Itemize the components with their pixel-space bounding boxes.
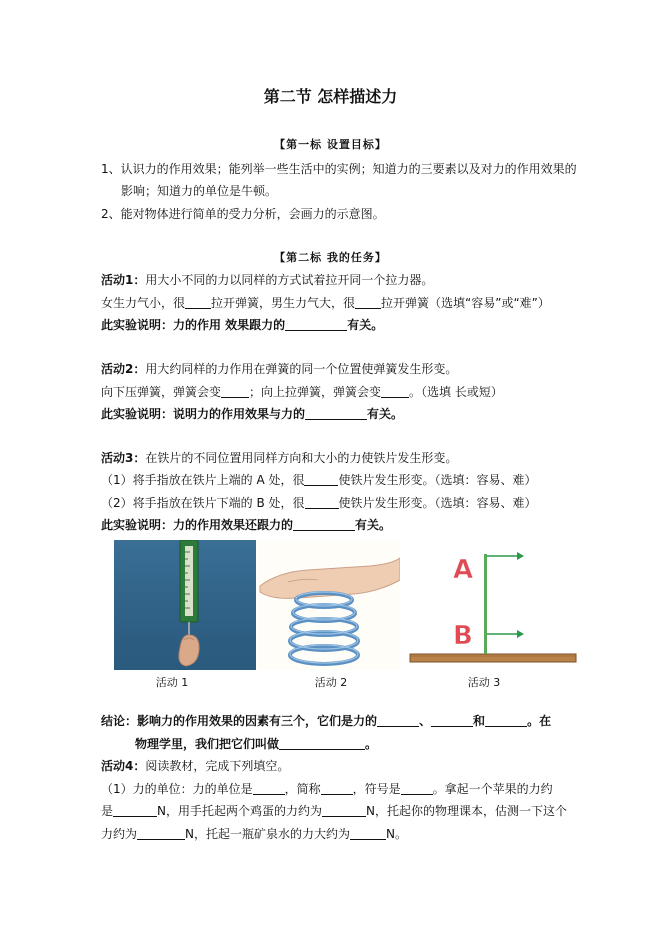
activity-2-note-part: 此实验说明：说明力的作用效果与力的 bbox=[101, 407, 306, 421]
fill-blank[interactable] bbox=[137, 827, 185, 840]
activity-4-part: N，托起你的物理课本，估测一下这个 bbox=[366, 804, 567, 818]
activity-4-part: N。 bbox=[386, 827, 407, 841]
conclusion-line-2 bbox=[135, 736, 377, 752]
fill-blank[interactable] bbox=[113, 804, 157, 817]
fill-blank[interactable] bbox=[293, 518, 355, 531]
activity-3-question-1 bbox=[101, 472, 537, 488]
figure-caption-1: 活动 1 bbox=[155, 676, 189, 689]
activity-4-part: ，符号是 bbox=[352, 782, 401, 796]
activity-4-part: 是 bbox=[101, 804, 114, 818]
activity-4-line-2 bbox=[101, 803, 567, 819]
fill-blank[interactable] bbox=[381, 385, 409, 398]
activity-1-question-part: 拉开弹簧（选填“容易”或“难”） bbox=[381, 296, 550, 310]
activity-3-label: 活动3： bbox=[101, 451, 146, 465]
fill-blank[interactable] bbox=[221, 385, 249, 398]
activity-3-text: 在铁片的不同位置用同样方向和大小的力使铁片发生形变。 bbox=[145, 451, 458, 465]
activity-2-intro bbox=[101, 361, 457, 377]
fill-blank[interactable] bbox=[305, 496, 339, 509]
figure-caption-3: 活动 3 bbox=[467, 676, 501, 689]
activity-4-part: （1）力的单位：力的单位是 bbox=[101, 782, 253, 796]
activity-3-intro bbox=[101, 450, 457, 466]
activity-1-question-part: 女生力气小，很 bbox=[101, 296, 186, 310]
activity-1-label: 活动1： bbox=[101, 273, 146, 287]
hand-spring-illustration bbox=[258, 540, 400, 670]
activity-4-part: ，简称 bbox=[284, 782, 321, 796]
figure-hand-spring bbox=[258, 540, 400, 670]
fill-blank[interactable] bbox=[321, 782, 353, 795]
conclusion-label: 结论： bbox=[101, 714, 138, 728]
activity-1-note-part: 此实验说明：力的作用 效果跟力的 bbox=[101, 318, 286, 332]
activity-4-intro bbox=[101, 758, 289, 774]
activity-4-label: 活动4： bbox=[101, 759, 146, 773]
conclusion-part: 物理学里，我们把它们叫做 bbox=[135, 737, 280, 751]
activity-2-question bbox=[101, 384, 503, 400]
activity-2-label: 活动2： bbox=[101, 362, 146, 376]
activity-3-note-part: 此实验说明：力的作用效果还跟力的 bbox=[101, 518, 294, 532]
label-a: A bbox=[453, 555, 474, 585]
activity-3-note bbox=[101, 517, 391, 533]
fill-blank[interactable] bbox=[401, 782, 433, 795]
fill-blank[interactable] bbox=[253, 782, 285, 795]
figure-spring-scale bbox=[114, 540, 256, 670]
activity-3-question-part: （1）将手指放在铁片上端的 A 处，很 bbox=[101, 473, 305, 487]
activity-2-question-part: ；向上拉弹簧，弹簧会变 bbox=[249, 385, 382, 399]
section-heading-tasks: 【第二标 我的任务】 bbox=[274, 251, 387, 264]
activity-1-intro bbox=[101, 272, 433, 288]
figure-caption-2: 活动 2 bbox=[314, 676, 348, 689]
spring-scale-illustration bbox=[114, 540, 256, 670]
fill-blank[interactable] bbox=[279, 737, 365, 750]
fill-blank[interactable] bbox=[355, 296, 381, 309]
fill-blank[interactable] bbox=[377, 714, 419, 727]
goal-item-1-line-1: 1、认识力的作用效果；能列举一些生活中的实例；知道力的三要素以及对力的作用效果的 bbox=[101, 162, 577, 176]
activity-4-text: 阅读教材，完成下列填空。 bbox=[145, 759, 290, 773]
activity-2-note bbox=[101, 406, 403, 422]
activity-4-line-1 bbox=[101, 781, 553, 797]
activity-2-question-part: 向下压弹簧，弹簧会变 bbox=[101, 385, 222, 399]
label-b: B bbox=[453, 621, 473, 651]
activity-4-part: 力约为 bbox=[101, 827, 138, 841]
activity-4-line-3 bbox=[101, 826, 407, 842]
figure-metal-strip bbox=[404, 540, 580, 670]
activity-1-question bbox=[101, 295, 550, 311]
fill-blank[interactable] bbox=[431, 714, 473, 727]
activity-2-question-part: 。（选填 长或短） bbox=[409, 385, 503, 399]
conclusion-part: 、 bbox=[419, 714, 432, 728]
conclusion-part: 。 bbox=[365, 737, 378, 751]
conclusion-part: 和 bbox=[473, 714, 486, 728]
fill-blank[interactable] bbox=[350, 827, 386, 840]
conclusion-part: 影响力的作用效果的因素有三个，它们是力的 bbox=[137, 714, 378, 728]
activity-1-note-part: 有关。 bbox=[347, 318, 384, 332]
activity-1-question-part: 拉开弹簧，男生力气大，很 bbox=[211, 296, 356, 310]
activity-1-note bbox=[101, 317, 383, 333]
goal-item-1-line-2: 影响；知道力的单位是牛顿。 bbox=[121, 184, 278, 198]
goal-item-2: 2、能对物体进行简单的受力分析，会画力的示意图。 bbox=[101, 207, 385, 221]
conclusion-part: 。在 bbox=[527, 714, 552, 728]
section-heading-goals: 【第一标 设置目标】 bbox=[274, 138, 387, 151]
activity-3-note-part: 有关。 bbox=[355, 518, 392, 532]
metal-strip-illustration bbox=[404, 540, 580, 670]
fill-blank[interactable] bbox=[185, 296, 211, 309]
fill-blank[interactable] bbox=[285, 318, 347, 331]
activity-3-question-part: （2）将手指放在铁片下端的 B 处，很 bbox=[101, 496, 305, 510]
activity-4-part: 。拿起一个苹果的力约 bbox=[432, 782, 553, 796]
activity-2-text: 用大约同样的力作用在弹簧的同一个位置使弹簧发生形变。 bbox=[145, 362, 458, 376]
activity-4-part: N，托起一瓶矿泉水的力大约为 bbox=[185, 827, 350, 841]
activity-4-part: N，用手托起两个鸡蛋的力约为 bbox=[157, 804, 322, 818]
page-title: 第二节 怎样描述力 bbox=[263, 87, 398, 106]
fill-blank[interactable] bbox=[322, 804, 366, 817]
fill-blank[interactable] bbox=[305, 407, 367, 420]
activity-2-note-part: 有关。 bbox=[367, 407, 404, 421]
fill-blank[interactable] bbox=[485, 714, 527, 727]
activity-3-question-2 bbox=[101, 495, 537, 511]
activity-3-question-part: 使铁片发生形变。（选填：容易、难） bbox=[338, 496, 537, 510]
conclusion-line-1 bbox=[101, 713, 551, 729]
activity-3-question-part: 使铁片发生形变。（选填：容易、难） bbox=[338, 473, 537, 487]
activity-1-text: 用大小不同的力以同样的方式试着拉开同一个拉力器。 bbox=[145, 273, 434, 287]
fill-blank[interactable] bbox=[304, 473, 338, 486]
